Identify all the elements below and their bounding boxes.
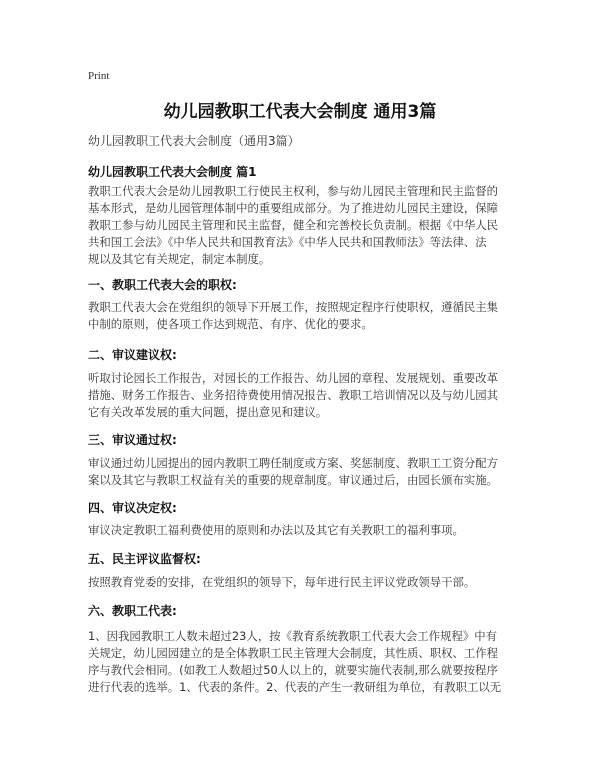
section-paragraph-5 xyxy=(88,574,516,591)
text-line: 1、因我园教职工人数未超过23人，按《教育系统教职工代表大会工作规程》中有 xyxy=(88,629,498,643)
text-line: 审议通过幼儿园提出的园内教职工聘任制度或方案、奖惩制度、教职工工资分配方 xyxy=(88,456,499,470)
intro-paragraph xyxy=(88,183,516,268)
text-line: 规以及其它有关规定，制定本制度。 xyxy=(88,252,271,266)
text-line: 听取讨论园长工作报告，对园长的工作报告、幼儿园的章程、发展规划、重要改革 xyxy=(88,371,499,385)
document-subtitle: 幼儿园教职工代表大会制度（通用3篇） xyxy=(88,134,300,148)
section-heading-3: 三、审议通过权: xyxy=(88,433,177,447)
text-line: 案以及其它与教职工权益有关的重要的规章制度。审议通过后，由园长颁布实施。 xyxy=(88,473,499,487)
text-line: 教职工代表大会在党组织的领导下开展工作，按照规定程序行使职权，遵循民主集 xyxy=(88,300,499,314)
text-line: 教职工参与幼儿园民主管理和民主监督，健全和完善校长负责制。根据《中华人民 xyxy=(88,218,499,232)
part-title: 幼儿园教职工代表大会制度 篇1 xyxy=(88,165,257,179)
section-paragraph-2 xyxy=(88,370,516,421)
text-line: 审议决定教职工福利费使用的原则和办法以及其它有关教职工的福利事项。 xyxy=(88,523,464,537)
print-label: Print xyxy=(88,70,110,82)
text-line: 进行代表的选举。1、代表的条件。2、代表的产生一教研组为单位，有教职工以无 xyxy=(88,680,502,694)
section-paragraph-6 xyxy=(88,628,516,696)
section-paragraph-1 xyxy=(88,299,516,333)
section-heading-2: 二、审议建议权: xyxy=(88,348,177,362)
text-line: 序与教代会相同。(如教工人数超过50人以上的，就要实施代表制,那么就要按程序 xyxy=(88,663,498,677)
section-heading-4: 四、审议决定权: xyxy=(88,501,177,515)
section-heading-1: 一、教职工代表大会的职权: xyxy=(88,278,237,292)
text-line: 它有关改革发展的重大问题，提出意见和建议。 xyxy=(88,405,328,419)
text-line: 按照教育党委的安排，在党组织的领导下，每年进行民主评议党政领导干部。 xyxy=(88,575,476,589)
text-line: 中制的原则，使各项工作达到规范、有序、优化的要求。 xyxy=(88,317,373,331)
text-line: 基本形式，是幼儿园管理体制中的重要组成部分。为了推进幼儿园民主建设，保障 xyxy=(88,201,499,215)
text-line: 教职工代表大会是幼儿园教职工行使民主权利，参与幼儿园民主管理和民主监督的 xyxy=(88,184,499,198)
section-paragraph-4 xyxy=(88,522,516,539)
section-heading-5: 五、民主评议监督权: xyxy=(88,552,201,566)
section-paragraph-3 xyxy=(88,455,516,489)
text-line: 共和国工会法》《中华人民共和国教育法》《中华人民共和国教师法》等法律、法 xyxy=(88,235,487,249)
section-heading-6: 六、教职工代表: xyxy=(88,604,177,618)
text-line: 关规定，幼儿园园建立的是全体教职工民主管理大会制度，其性质、职权、工作程 xyxy=(88,646,499,660)
document-title: 幼儿园教职工代表大会制度 通用3篇 xyxy=(163,102,437,122)
text-line: 措施、财务工作报告、业务招待费使用情况报告、教职工培训情况以及与幼儿园其 xyxy=(88,388,499,402)
